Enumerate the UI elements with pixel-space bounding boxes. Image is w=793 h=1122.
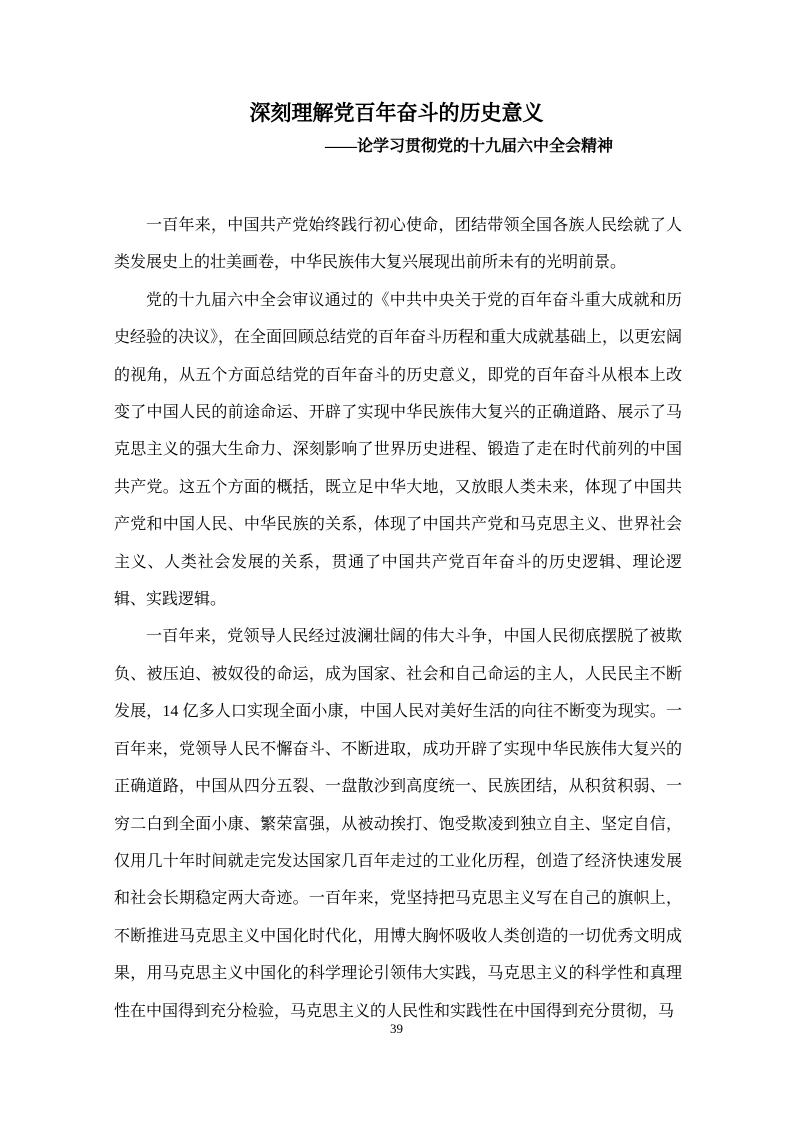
paragraph: 党的十九届六中全会审议通过的《中共中央关于党的百年奋斗重大成就和历史经验的决议》，在全面回顾总结党的百年奋斗历程和重大成就基础上，以更宏阔的视角，从五个方面总结党的百年奋斗的历史意义，即党的百年奋斗从根本上改变了中国人民的前途命运、开辟了实现中华民族伟大复兴的正确道路、展示了马克思主义的强大生命力、深刻影响了世界历史进程、锻造了走在时代前列的中国共产党。这五个方面的概括，既立足中华大地，又放眼人类未来，体现了中国共产党和中国人民、中华民族的关系，体现了中国共产党和马克思主义、世界社会主义、人类社会发展的关系，贯通了中国共产党百年奋斗的历史逻辑、理论逻辑、实践逻辑。 <box>114 291 683 609</box>
document-body <box>114 207 682 1030</box>
paragraph: 一百年来，党领导人民经过波澜壮阔的伟大斗争，中国人民彻底摆脱了被欺负、被压迫、被奴役的命运，成为国家、社会和自己命运的主人，人民民主不断发展，14 亿多人口实现全面小康，中国人民对美好生活的向往不断变为现实。一百年来，党领导人民不懈奋斗、不断进取，成功开辟了实现中华民族伟大复兴的正确道路，中国从四分五裂、一盘散沙到高度统一、民族团结，从积贫积弱、一穷二白到全面小康、繁荣富强，从被动挨打、饱受欺凌到独立自主、坚定自信，仅用几十年时间就走完发达国家几百年走过的工业化历程，创造了经济快速发展和社会长期稳定两大奇迹。一百年来，党坚持把马克思主义写在自己的旗帜上，不断推进马克思主义中国化时代化，用博大胸怀吸收人类创造的一切优秀文明成果，用马克思主义中国化的科学理论引领伟大实践，马克思主义的科学性和真理性在中国得到充分检验，马克思主义的人民性和实践性在中国得到充分贯彻，马 <box>114 628 682 1020</box>
paragraph: 一百年来，中国共产党始终践行初心使命，团结带领全国各族人民绘就了人类发展史上的壮美画卷，中华民族伟大复兴展现出前所未有的光明前景。 <box>114 217 682 272</box>
page-subtitle: ——论学习贯彻党的十九届六中全会精神 <box>324 138 613 155</box>
page-title: 深刻理解党百年奋斗的历史意义 <box>249 102 544 125</box>
page-number: 39 <box>390 1021 403 1036</box>
